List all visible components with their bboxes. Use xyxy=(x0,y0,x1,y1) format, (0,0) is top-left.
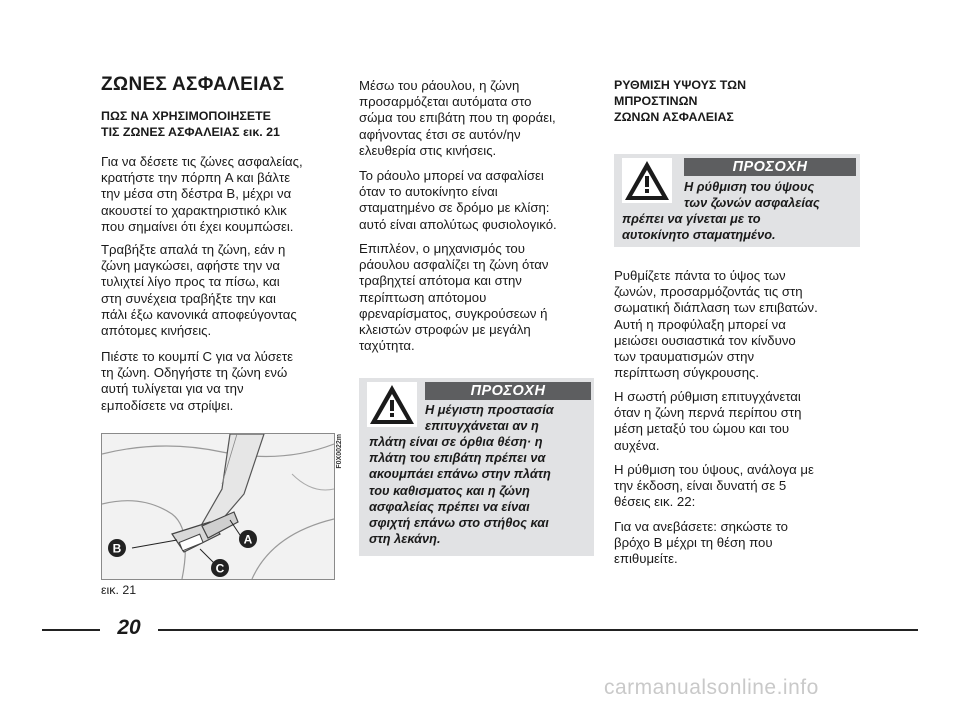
paragraph-release: Πιέστε το κουμπί C για να λύσετε τη ζώνη. Οδηγήστε τη ζώνη ενώ αυτή τυλίγεται για να την εμποδίσετε να στρίψει. xyxy=(101,349,293,413)
height-adjust-title: ΡΥΘΜΙΣΗ ΥΨΟΥΣ ΤΩΝ ΜΠΡΟΣΤΙΝΩΝ ΖΩΝΩΝ ΑΣΦΑΛΕΙΑΣ xyxy=(614,78,747,124)
page-number: 20 xyxy=(117,616,141,639)
paragraph-retractor: Μέσω του ράουλου, η ζώνη προσαρμόζεται αυτόματα στο σώμα του επιβάτη που τη φοράει, αφήνοντας έτσι σε αυτόν/ην ελευθερία στις κινήσεις. xyxy=(359,78,556,158)
section-title: ΖΩΝΕΣ ΑΣΦΑΛΕΙΑΣ xyxy=(101,74,285,95)
footer-rule-right xyxy=(158,629,918,631)
warning-header: ΠΡΟΣΟΧΗ xyxy=(684,158,856,176)
warning-lead: Η μέγιστη προστασία επιτυγχάνεται αν η xyxy=(425,402,554,434)
seatbelt-illustration xyxy=(102,434,334,579)
warning-triangle-icon xyxy=(622,158,672,203)
warning-box-posture xyxy=(359,378,594,556)
warning-body: πλάτη είναι σε όρθια θέση· η πλάτη του επιβάτη πρέπει να ακουμπάει επάνω στην πλάτη του καθισματος και η ζώνη ασφαλείας πρέπει να είναι σφιχτή επάνω στο στήθος και στη λεκάνη. xyxy=(369,434,551,547)
paragraph-lock-slope: Το ράουλο μπορεί να ασφαλίσει όταν το αυτοκίνητο είναι σταματημένο σε δρόμο με κλίση: αυτό είναι απολύτως φυσιολογικό. xyxy=(359,168,557,232)
warning-lead: Η ρύθμιση του ύψους των ζωνών ασφαλείας xyxy=(684,179,820,211)
paragraph-pull: Τραβήξτε απαλά τη ζώνη, εάν η ζώνη μαγκώσει, αφήστε την να τυλιχτεί λίγο προς τα πίσω, και στη συνέχεια τραβήξτε την και πάλι έξω κανονικά αποφεύγοντας απότομες κινήσεις. xyxy=(101,242,297,339)
paragraph-correct-adjust: Η σωστή ρύθμιση επιτυγχάνεται όταν η ζώνη περνά περίπου στη μέση μεταξύ του ώμου και του αυχένα. xyxy=(614,389,802,453)
paragraph-raise: Για να ανεβάσετε: σηκώστε το βρόχο B μέχρι τη θέση που επιθυμείτε. xyxy=(614,519,788,567)
warning-box-height xyxy=(614,154,860,247)
paragraph-adjust-always: Ρυθμίζετε πάντα το ύψος των ζωνών, προσαρμόζοντάς τις στη σωματική διάπλαση των επιβατών. Αυτή η προφύλαξη μπορεί να μειώσει ουσιαστικά τον κίνδυνο των τραυματισμών στην περίπτωση σύγκρουσης. xyxy=(614,268,818,381)
label-c: C xyxy=(215,561,225,576)
watermark: carmanualsonline.info xyxy=(604,676,819,699)
figure-caption: εικ. 21 xyxy=(101,583,137,597)
label-a: A xyxy=(243,532,253,547)
warning-body: πρέπει να γίνεται με το αυτοκίνητο σταματημένο. xyxy=(622,211,776,243)
paragraph-fasten: Για να δέσετε τις ζώνες ασφαλείας, κρατήστε την πόρπη A και βάλτε την μέσα στη δέστρα B, μέχρι να ακουστεί το χαρακτηριστικό κλικ που σημαίνει ότι έχει κουμπώσει. xyxy=(101,154,303,234)
warning-header: ΠΡΟΣΟΧΗ xyxy=(425,382,591,400)
warning-triangle-icon xyxy=(367,382,417,427)
paragraph-lock-mechanism: Επιπλέον, ο μηχανισμός του ράουλου ασφαλίζει τη ζώνη όταν τραβηχτεί απότομα και στην περίπτωση απότομου φρεναρίσματος, συγκρούσεων ή κλειστών στροφών με μεγάλη ταχύτητα. xyxy=(359,241,549,354)
seatbelt-figure xyxy=(101,433,335,580)
label-b: B xyxy=(112,541,122,556)
section-subtitle: ΠΩΣ ΝΑ ΧΡΗΣΙΜΟΠΟΙΗΣΕΤΕ ΤΙΣ ΖΩΝΕΣ ΑΣΦΑΛΕΙΑΣ εικ. 21 xyxy=(101,109,280,139)
figure-code: F0X0022m xyxy=(336,434,343,469)
footer-rule-left xyxy=(42,629,100,631)
paragraph-positions: Η ρύθμιση του ύψους, ανάλογα με την έκδοση, είναι δυνατή σε 5 θέσεις εικ. 22: xyxy=(614,462,814,510)
